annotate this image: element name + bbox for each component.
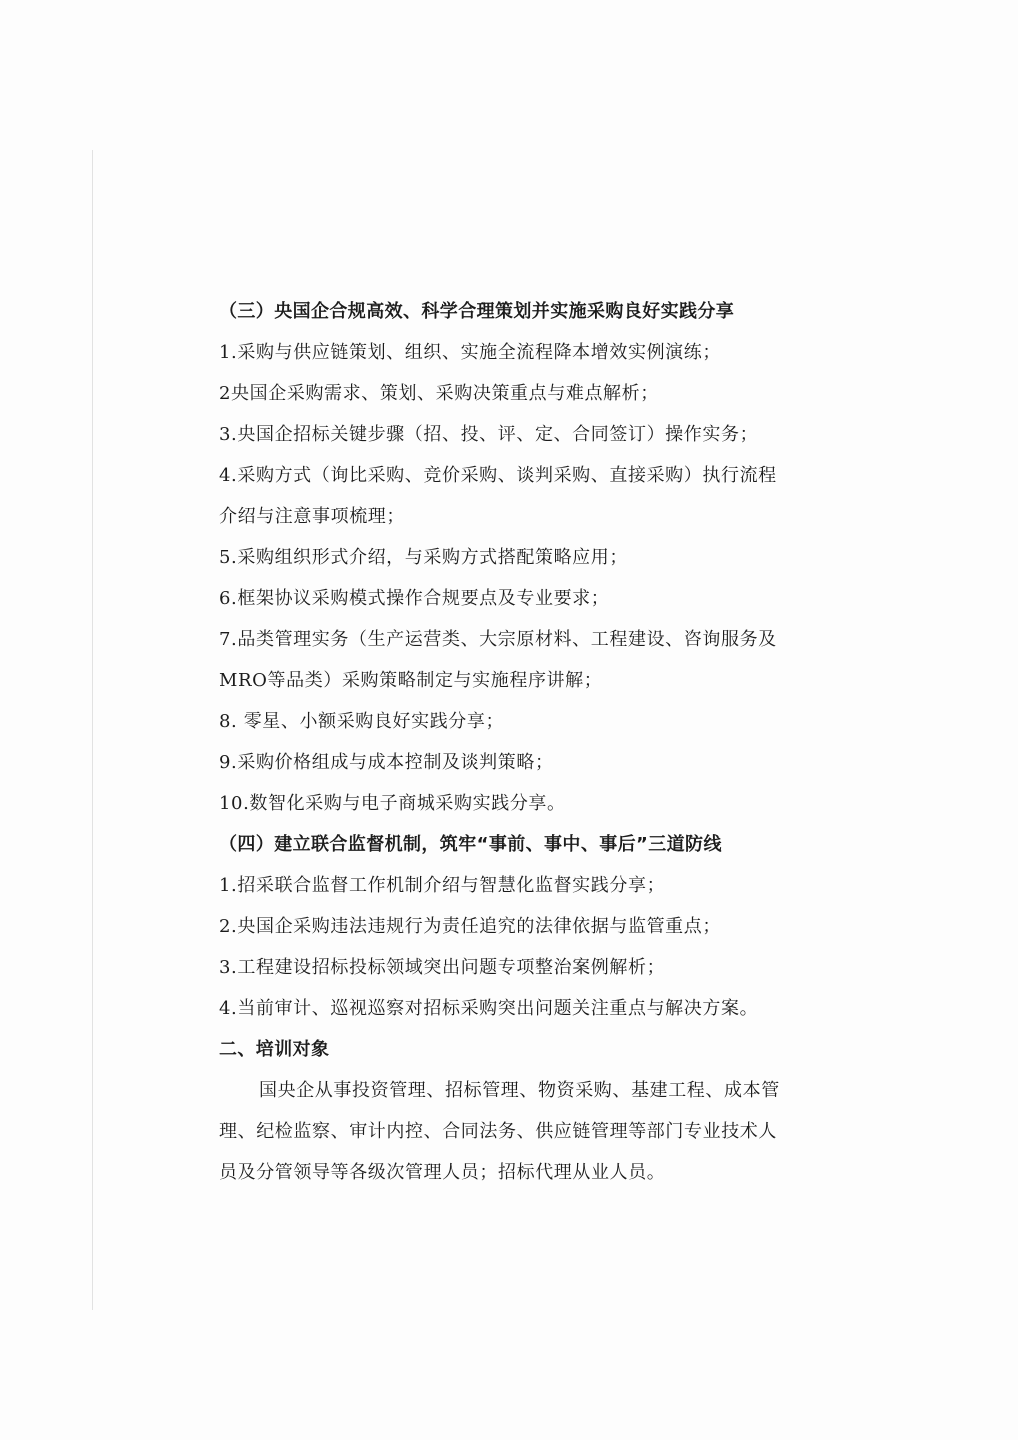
document-body <box>219 291 819 1193</box>
scan-edge-line <box>92 150 93 1310</box>
section-3-item-3: 3.央国企招标关键步骤（招、投、评、定、合同签订）操作实务； <box>219 424 759 445</box>
section-4-item-3: 3.工程建设招标投标领域突出问题专项整治案例解析； <box>219 957 666 978</box>
section-3-item-8: 8. 零星、小额采购良好实践分享； <box>219 711 505 732</box>
section-3-item-9: 9.采购价格组成与成本控制及谈判策略； <box>219 752 554 773</box>
section-4-heading: （四）建立联合监督机制，筑牢“事前、事中、事后”三道防线 <box>219 834 722 855</box>
section-3-item-4-continued: 介绍与注意事项梳理； <box>219 506 405 527</box>
section-4-item-2: 2.央国企采购违法违规行为责任追究的法律依据与监管重点； <box>219 916 721 937</box>
section-3-item-5: 5.采购组织形式介绍，与采购方式搭配策略应用； <box>219 547 628 568</box>
training-target-paragraph-line-3: 员及分管领导等各级次管理人员；招标代理从业人员。 <box>219 1162 666 1183</box>
section-3-item-7-continued: MRO等品类）采购策略制定与实施程序讲解； <box>219 670 603 691</box>
section-4-item-1: 1.招采联合监督工作机制介绍与智慧化监督实践分享； <box>219 875 666 896</box>
section-3-item-1: 1.采购与供应链策划、组织、实施全流程降本增效实例演练； <box>219 342 721 363</box>
training-target-heading: 二、培训对象 <box>219 1039 330 1060</box>
section-3-item-4: 4.采购方式（询比采购、竞价采购、谈判采购、直接采购）执行流程 <box>219 465 777 486</box>
section-3-item-10: 10.数智化采购与电子商城采购实践分享。 <box>219 793 566 814</box>
section-3-item-2: 2央国企采购需求、策划、采购决策重点与难点解析； <box>219 383 659 404</box>
training-target-paragraph-line-2: 理、纪检监察、审计内控、合同法务、供应链管理等部门专业技术人 <box>219 1121 777 1142</box>
section-4-item-4: 4.当前审计、巡视巡察对招标采购突出问题关注重点与解决方案。 <box>219 998 759 1019</box>
section-3-item-7: 7.品类管理实务（生产运营类、大宗原材料、工程建设、咨询服务及 <box>219 629 777 650</box>
training-target-paragraph-line-1: 国央企从事投资管理、招标管理、物资采购、基建工程、成本管 <box>259 1080 780 1101</box>
section-3-item-6: 6.框架协议采购模式操作合规要点及专业要求； <box>219 588 610 609</box>
section-3-heading: （三）央国企合规高效、科学合理策划并实施采购良好实践分享 <box>219 301 735 322</box>
